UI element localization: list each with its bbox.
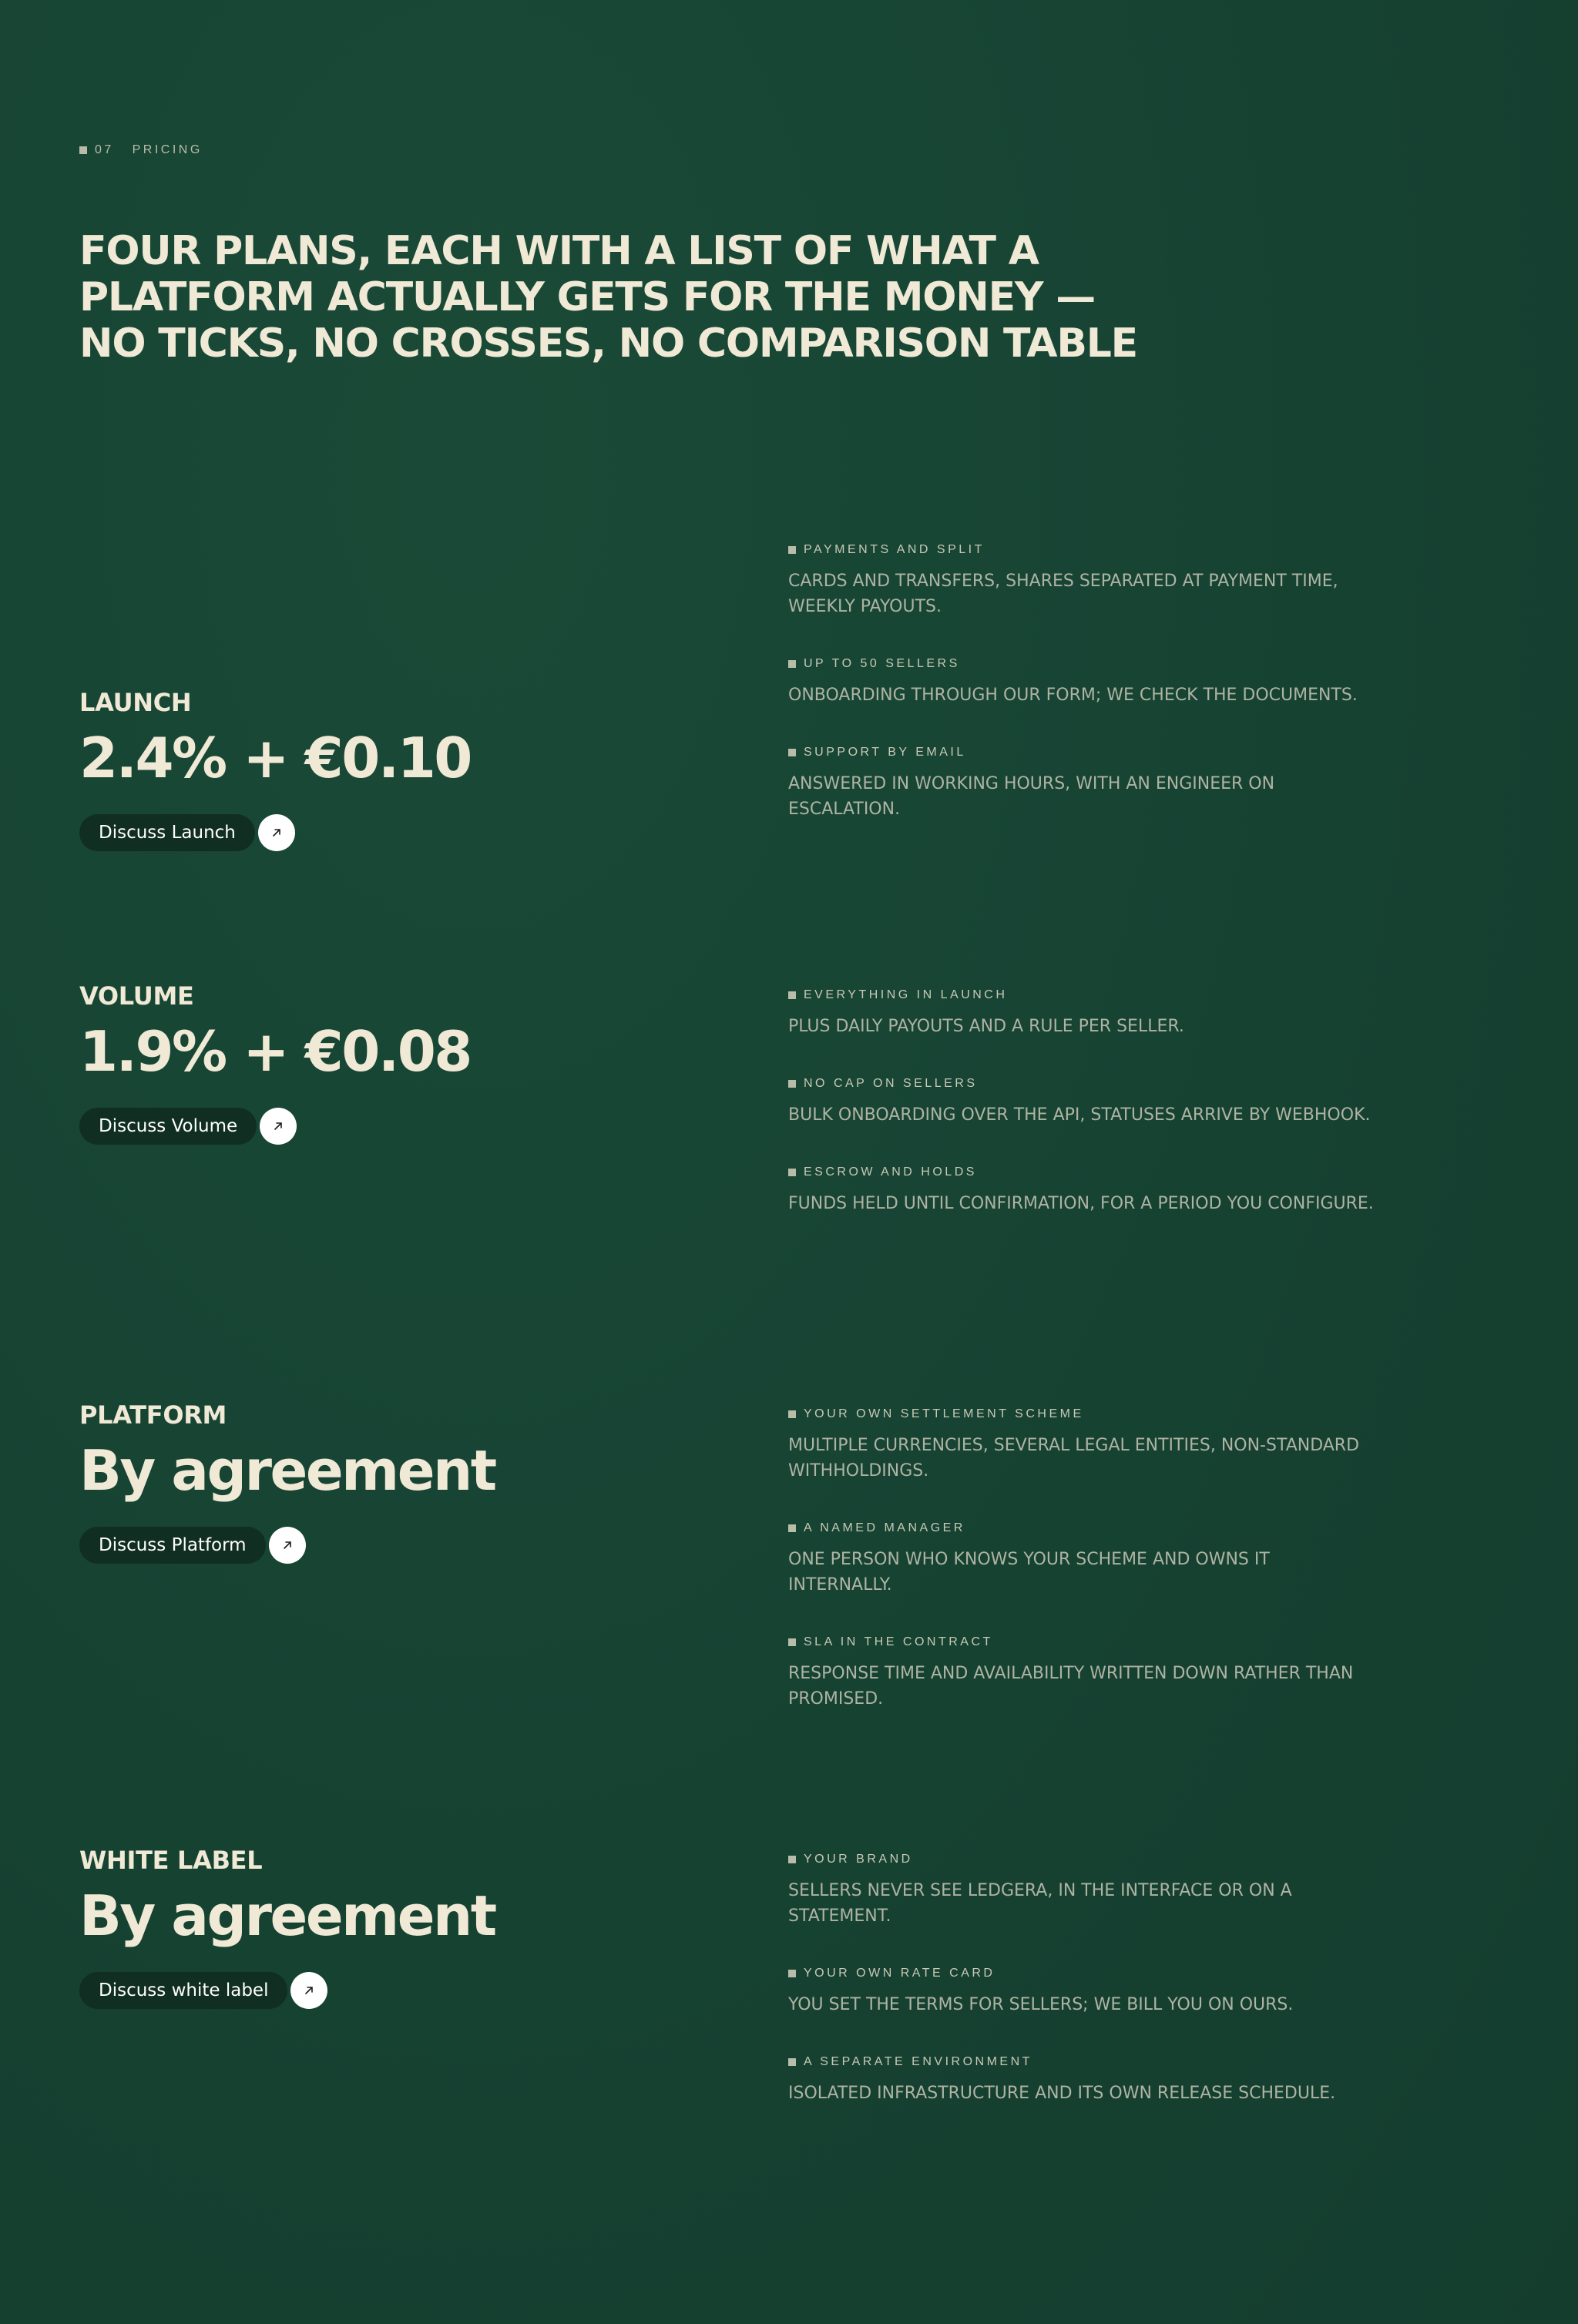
- square-bullet-icon: [788, 660, 796, 668]
- square-bullet-icon: [788, 991, 796, 999]
- feature-item: [788, 1521, 1374, 1598]
- square-bullet-icon: [788, 546, 796, 554]
- plan-price: 1.9% + €0.08: [79, 1019, 471, 1084]
- arrow-up-right-icon[interactable]: [290, 1972, 327, 2009]
- discuss-volume-button[interactable]: Discuss Volume: [79, 1108, 257, 1145]
- feature-text: BULK ONBOARDING OVER THE API, STATUSES ARRIVE BY WEBHOOK.: [788, 1105, 1371, 1125]
- feature-text: RESPONSE TIME AND AVAILABILITY WRITTEN DOWN RATHER THAN PROMISED.: [788, 1664, 1354, 1709]
- feature-item: [788, 542, 1374, 619]
- discuss-white-label-button[interactable]: Discuss white label: [79, 1972, 287, 2009]
- plan-platform: [79, 1400, 742, 1564]
- discuss-platform-cta: [79, 1527, 742, 1564]
- square-bullet-icon: [788, 1856, 796, 1863]
- plan-name: PLATFORM: [79, 1400, 227, 1430]
- square-bullet-icon: [788, 2058, 796, 2066]
- square-bullet-icon: [788, 1410, 796, 1418]
- square-bullet-icon: [788, 1970, 796, 1977]
- feature-text: ISOLATED INFRASTRUCTURE AND ITS OWN RELEASE SCHEDULE.: [788, 2084, 1336, 2103]
- section-eyebrow: [79, 143, 203, 157]
- feature-text: ONE PERSON WHO KNOWS YOUR SCHEME AND OWNS IT INTERNALLY.: [788, 1550, 1270, 1595]
- feature-item: [788, 1966, 1374, 2017]
- section-eyebrow-label: 07 PRICING: [95, 143, 203, 156]
- feature-text: PLUS DAILY PAYOUTS AND A RULE PER SELLER.: [788, 1017, 1184, 1036]
- feature-label: UP TO 50 SELLERS: [804, 657, 960, 670]
- square-bullet-icon: [788, 1169, 796, 1176]
- plan-price: By agreement: [79, 1883, 495, 1948]
- feature-item: [788, 1076, 1374, 1128]
- plan-volume: [79, 981, 742, 1145]
- plan-name: WHITE LABEL: [79, 1846, 263, 1875]
- feature-item: [788, 2054, 1374, 2106]
- page-title: FOUR PLANS, EACH WITH A LIST OF WHAT A PLATFORM ACTUALLY GETS FOR THE MONEY — NO TICKS, NO CROSSES, NO COMPARISON TABLE: [79, 228, 1138, 367]
- feature-label: ESCROW AND HOLDS: [804, 1165, 977, 1179]
- feature-item: [788, 1165, 1374, 1216]
- square-bullet-icon: [79, 146, 87, 154]
- feature-text: SELLERS NEVER SEE LEDGERA, IN THE INTERFACE OR ON A STATEMENT.: [788, 1881, 1292, 1926]
- discuss-launch-cta: [79, 814, 742, 851]
- feature-label: SLA IN THE CONTRACT: [804, 1635, 993, 1648]
- feature-text: YOU SET THE TERMS FOR SELLERS; WE BILL YOU ON OURS.: [788, 1995, 1294, 2014]
- feature-text: ONBOARDING THROUGH OUR FORM; WE CHECK THE DOCUMENTS.: [788, 686, 1358, 705]
- feature-label: PAYMENTS AND SPLIT: [804, 543, 985, 556]
- discuss-volume-cta: [79, 1108, 742, 1145]
- square-bullet-icon: [788, 1080, 796, 1088]
- square-bullet-icon: [788, 749, 796, 756]
- plan-price: By agreement: [79, 1438, 495, 1503]
- feature-label: A SEPARATE ENVIRONMENT: [804, 2055, 1032, 2068]
- feature-item: [788, 745, 1374, 822]
- plan-price: 2.4% + €0.10: [79, 726, 471, 790]
- plan-name: LAUNCH: [79, 688, 192, 717]
- square-bullet-icon: [788, 1638, 796, 1646]
- plan-launch-features: [788, 542, 1374, 822]
- feature-label: YOUR OWN SETTLEMENT SCHEME: [804, 1407, 1084, 1420]
- feature-item: [788, 988, 1374, 1039]
- discuss-white-label-cta: [79, 1972, 742, 2009]
- arrow-up-right-icon[interactable]: [258, 814, 295, 851]
- discuss-platform-button[interactable]: Discuss Platform: [79, 1527, 266, 1564]
- feature-text: MULTIPLE CURRENCIES, SEVERAL LEGAL ENTITIES, NON-STANDARD WITHHOLDINGS.: [788, 1436, 1360, 1481]
- feature-label: NO CAP ON SELLERS: [804, 1077, 978, 1090]
- feature-label: SUPPORT BY EMAIL: [804, 746, 966, 759]
- plan-launch: [79, 688, 742, 851]
- feature-item: [788, 1407, 1374, 1484]
- feature-label: EVERYTHING IN LAUNCH: [804, 988, 1008, 1001]
- feature-item: [788, 656, 1374, 708]
- arrow-up-right-icon[interactable]: [269, 1527, 306, 1564]
- feature-text: ANSWERED IN WORKING HOURS, WITH AN ENGINEER ON ESCALATION.: [788, 774, 1275, 819]
- plan-white-label: [79, 1846, 742, 2009]
- arrow-up-right-icon[interactable]: [260, 1108, 297, 1145]
- feature-item: [788, 1852, 1374, 1929]
- feature-text: FUNDS HELD UNTIL CONFIRMATION, FOR A PERIOD YOU CONFIGURE.: [788, 1194, 1374, 1213]
- plan-name: VOLUME: [79, 981, 194, 1011]
- feature-label: YOUR BRAND: [804, 1853, 913, 1866]
- plan-white-label-features: [788, 1852, 1374, 2106]
- discuss-launch-button[interactable]: Discuss Launch: [79, 814, 255, 851]
- feature-text: CARDS AND TRANSFERS, SHARES SEPARATED AT PAYMENT TIME, WEEKLY PAYOUTS.: [788, 572, 1338, 616]
- square-bullet-icon: [788, 1524, 796, 1532]
- feature-label: A NAMED MANAGER: [804, 1521, 965, 1534]
- feature-label: YOUR OWN RATE CARD: [804, 1967, 995, 1980]
- feature-item: [788, 1635, 1374, 1712]
- plan-platform-features: [788, 1407, 1374, 1712]
- plan-volume-features: [788, 988, 1374, 1216]
